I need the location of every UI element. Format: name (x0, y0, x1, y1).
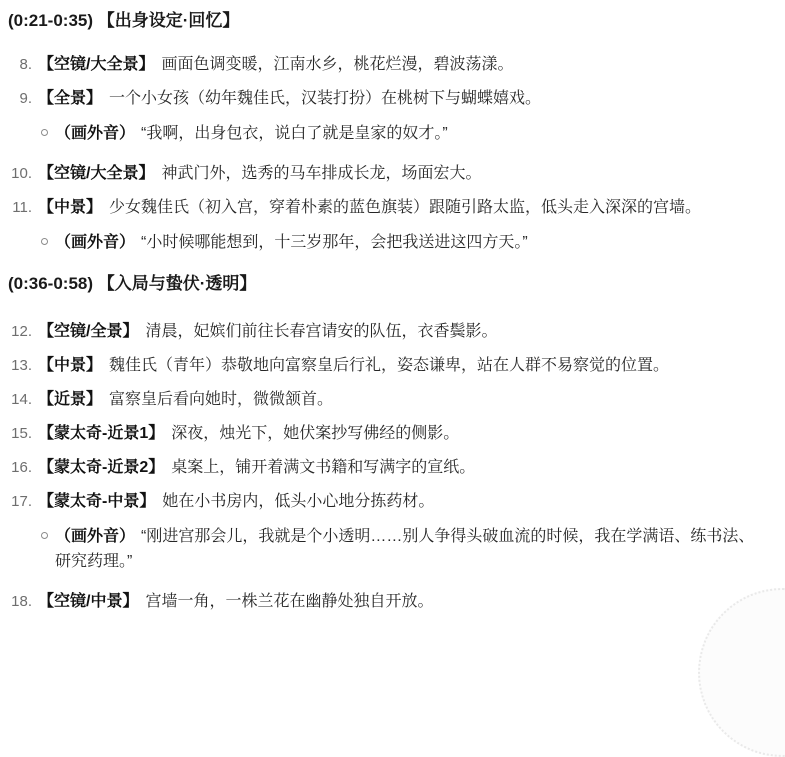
shot-type-label: 【蒙太奇-近景2】 (38, 459, 165, 476)
shot-content (38, 320, 763, 344)
shot-number: 13. (11, 357, 32, 374)
section-heading-2: (0:36-0:58) 【入局与蛰伏·透明】 (8, 274, 257, 293)
shot-number: 9. (19, 90, 32, 107)
shot-number: 14. (11, 391, 32, 408)
shot-number: 15. (11, 425, 32, 442)
shot-type-label: 【中景】 (38, 357, 103, 374)
shot-item-11 (8, 196, 763, 261)
shot-type-label: 【近景】 (38, 391, 103, 408)
shot-type-label: 【蒙太奇-近景1】 (38, 425, 165, 442)
shot-description: 富察皇后看向她时，微微颔首。 (109, 391, 334, 408)
voiceover-content (55, 121, 763, 146)
shot-content (38, 162, 763, 186)
voiceover-quote: “我啊，出身包衣，说白了就是皇家的奴才。” (141, 125, 448, 142)
shot-content (38, 590, 763, 614)
shot-content (38, 196, 763, 261)
shot-item-8 (8, 53, 763, 77)
voiceover-row (38, 230, 763, 255)
voiceover-bullet-icon (38, 524, 55, 574)
voiceover-row (38, 121, 763, 146)
shot-content (38, 456, 763, 480)
shot-item-18 (8, 590, 763, 614)
voiceover-quote: “刚进宫那会儿，我就是个小透明……别人争得头破血流的时候，我在学满语、练书法、研究药理。” (55, 528, 755, 570)
shot-number: 18. (11, 593, 32, 610)
shot-description: 她在小书房内，低头小心地分拣药材。 (162, 493, 435, 510)
shot-description: 宫墙一角，一株兰花在幽静处独自开放。 (145, 593, 434, 610)
shot-type-label: 【空镜/大全景】 (38, 56, 155, 73)
shot-description: 少女魏佳氏（初入宫，穿着朴素的蓝色旗装）跟随引路太监，低头走入深深的宫墙。 (109, 199, 702, 216)
shot-item-14 (8, 388, 763, 412)
shot-content (38, 354, 763, 378)
shot-number: 10. (11, 165, 32, 182)
shot-type-label: 【蒙太奇-中景】 (38, 493, 156, 510)
shot-type-label: 【空镜/全景】 (38, 323, 139, 340)
shot-item-9 (8, 87, 763, 152)
shot-content (38, 422, 763, 446)
section-heading-1: (0:21-0:35) 【出身设定·回忆】 (8, 11, 240, 30)
voiceover-content (55, 524, 763, 574)
shot-number: 17. (11, 493, 32, 510)
shot-description: 一个小女孩（幼年魏佳氏，汉装打扮）在桃树下与蝴蝶嬉戏。 (109, 90, 542, 107)
voiceover-label: （画外音） (55, 234, 136, 251)
shot-number: 16. (11, 459, 32, 476)
shot-description: 清晨，妃嫔们前往长春宫请安的队伍，衣香鬓影。 (145, 323, 498, 340)
shot-description: 画面色调变暖，江南水乡，桃花烂漫，碧波荡漾。 (161, 56, 514, 73)
voiceover-label: （画外音） (55, 125, 136, 142)
shot-number: 8. (19, 56, 32, 73)
shot-item-13 (8, 354, 763, 378)
voiceover-bullet-icon (38, 230, 55, 255)
voiceover-row (38, 524, 763, 574)
shot-description: 神武门外，选秀的马车排成长龙，场面宏大。 (161, 165, 482, 182)
voiceover-content (55, 230, 763, 255)
shot-number: 11. (12, 199, 32, 216)
voiceover-bullet-icon (38, 121, 55, 146)
shot-content (38, 87, 763, 152)
shot-description: 深夜，烛光下，她伏案抄写佛经的侧影。 (171, 425, 460, 442)
shot-content (38, 53, 763, 77)
shot-type-label: 【空镜/大全景】 (38, 165, 155, 182)
shot-type-label: 【空镜/中景】 (38, 593, 139, 610)
shot-item-15 (8, 422, 763, 446)
shot-content (38, 490, 763, 580)
shot-description: 桌案上，铺开着满文书籍和写满字的宣纸。 (171, 459, 476, 476)
shot-item-17 (8, 490, 763, 580)
shot-number: 12. (11, 323, 32, 340)
shot-type-label: 【全景】 (38, 90, 103, 107)
shot-item-12 (8, 320, 763, 344)
voiceover-quote: “小时候哪能想到，十三岁那年，会把我送进这四方天。” (141, 234, 528, 251)
shot-content (38, 388, 763, 412)
shot-type-label: 【中景】 (38, 199, 103, 216)
shot-item-10 (8, 162, 763, 186)
shot-item-16 (8, 456, 763, 480)
voiceover-label: （画外音） (55, 528, 136, 545)
shot-description: 魏佳氏（青年）恭敬地向富察皇后行礼，姿态谦卑，站在人群不易察觉的位置。 (109, 357, 670, 374)
